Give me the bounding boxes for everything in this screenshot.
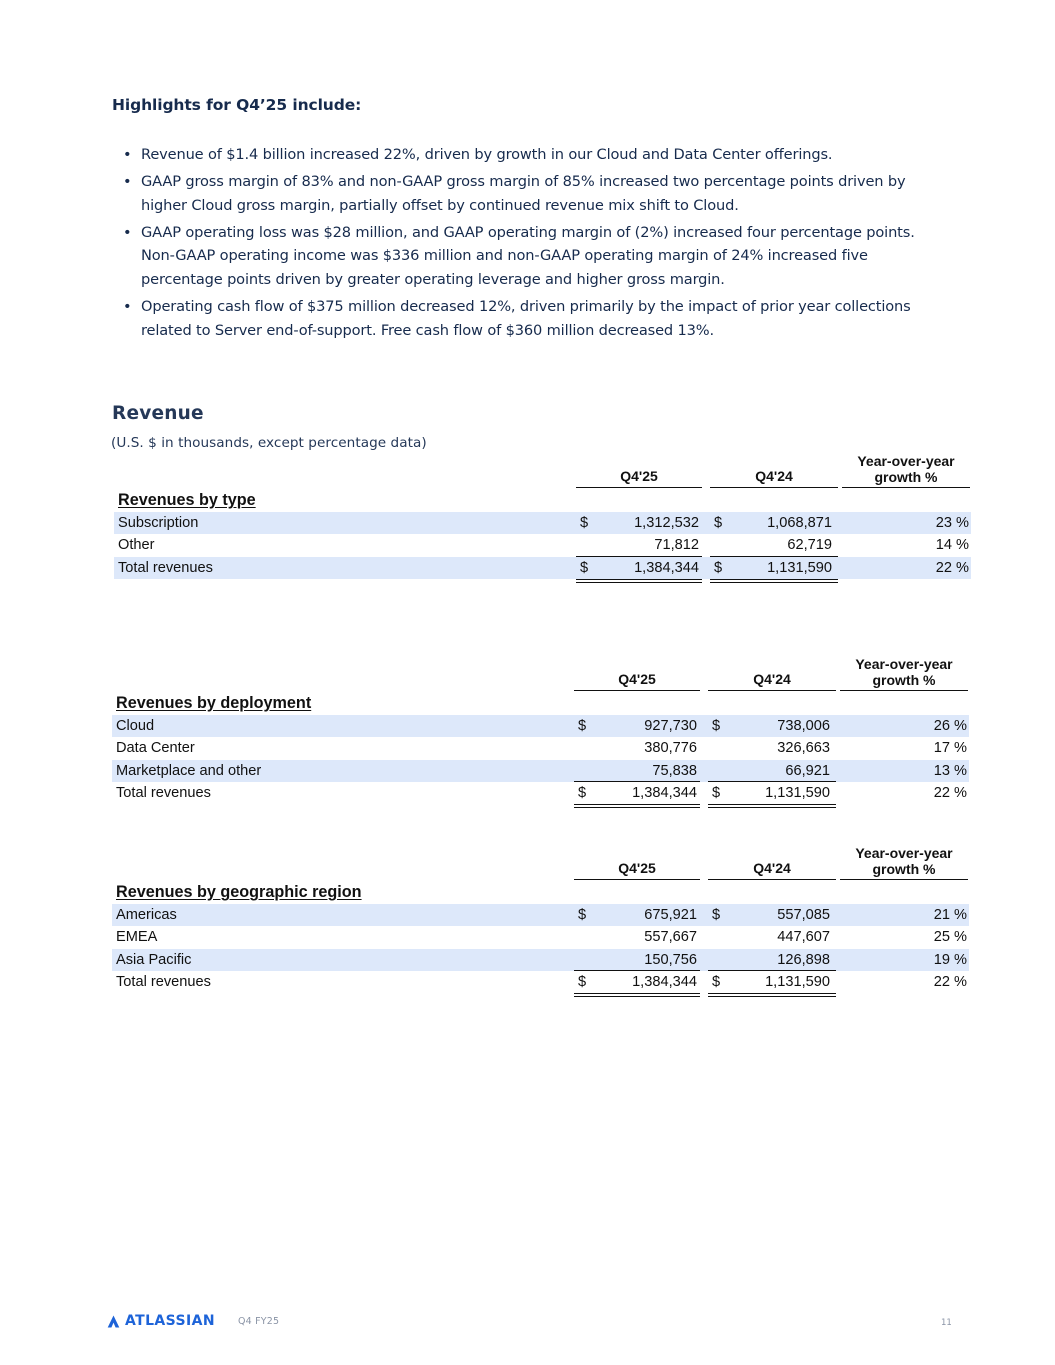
table-row [114,534,971,556]
value-q424: 62,719 [787,537,832,554]
value-q425: 1,384,344 [634,559,699,576]
column-header-q424: Q4'24 [708,656,836,691]
subtotal-rule [708,970,836,971]
value-yoy-growth: 25 % [933,929,967,946]
value-yoy-growth: 17 % [933,740,967,757]
subtotal-rule [710,556,838,557]
row-label: Total revenues [116,974,211,991]
subtotal-rule [576,556,702,557]
brand-name: ATLASSIAN [125,1313,215,1329]
table-row [112,904,969,926]
value-q425: 927,730 [644,718,697,734]
table-title: Revenues by type [118,491,256,509]
atlassian-logo [107,1313,215,1329]
value-q424: 738,006 [777,718,830,734]
value-yoy-growth: 22 % [935,559,969,576]
total-double-rule [576,579,702,583]
table-row [114,512,971,534]
row-label: Subscription [118,515,199,531]
table-row [112,926,969,948]
value-q424: 1,068,871 [767,515,832,531]
page-number: 11 [941,1318,952,1328]
value-yoy-growth: 26 % [933,718,967,734]
table-title: Revenues by geographic region [116,883,362,901]
value-q425: 75,838 [652,762,697,779]
column-header-q424: Q4'24 [708,845,836,880]
currency-symbol: $ [712,974,721,991]
currency-symbol: $ [712,907,721,923]
value-q425: 71,812 [654,537,699,554]
value-q425: 1,384,344 [632,785,697,802]
row-label: Total revenues [118,559,213,576]
value-q424: 126,898 [777,951,830,968]
value-yoy-growth: 21 % [933,907,967,923]
currency-symbol: $ [712,785,721,802]
table-title: Revenues by deployment [116,694,312,712]
currency-symbol: $ [712,718,721,734]
highlight-item: • Revenue of $1.4 billion increased 22%, driven by growth in our Cloud and Data Center offerings. [120,143,920,167]
row-label: EMEA [116,929,158,946]
value-q424: 447,607 [777,929,830,946]
table-row [112,737,969,759]
report-period: Q4 FY25 [238,1316,280,1327]
total-double-rule [574,804,700,808]
revenue-section-title: Revenue [112,403,204,424]
currency-symbol: $ [580,515,589,531]
currency-symbol: $ [714,515,723,531]
value-yoy-growth: 22 % [933,974,967,991]
value-q425: 1,384,344 [632,974,697,991]
table-row [112,760,969,782]
column-header-q425: Q4'25 [574,845,700,880]
highlights-title: Highlights for Q4’25 include: [112,96,362,114]
value-yoy-growth: 22 % [933,785,967,802]
row-label: Marketplace and other [116,762,262,779]
row-label: Data Center [116,740,195,757]
bullet-icon: • [123,223,132,241]
highlight-item: • Operating cash flow of $375 million decreased 12%, driven primarily by the impact of prior year collections related to Server end-of-support. Free cash flow of $360 million decreased 13%. [120,295,920,342]
column-header-q425: Q4'25 [576,453,702,488]
column-header-yoy-growth: Year-over-year growth % [842,453,970,488]
currency-symbol: $ [578,718,587,734]
currency-symbol: $ [580,559,589,576]
row-label: Cloud [116,718,155,734]
value-q424: 557,085 [777,907,830,923]
total-double-rule [574,993,700,997]
bullet-icon: • [123,173,132,191]
value-q425: 380,776 [644,740,697,757]
value-q425: 675,921 [644,907,697,923]
value-yoy-growth: 14 % [935,537,969,554]
highlights-list [120,143,920,346]
bullet-icon: • [123,146,132,163]
highlight-item: • GAAP gross margin of 83% and non-GAAP gross margin of 85% increased two percentage points driven by higher Cloud gross margin, partially offset by continued revenue mix shift to Cloud. [120,170,920,217]
value-q424: 1,131,590 [765,785,830,802]
currency-symbol: $ [714,559,723,576]
currency-symbol: $ [578,974,587,991]
column-header-q425: Q4'25 [574,656,700,691]
row-label: Other [118,537,155,554]
highlight-item: • GAAP operating loss was $28 million, and GAAP operating margin of (2%) increased four percentage points. Non-GAAP operating income was $336 million and non-GAAP operating margin of 24% increased five percentage points driven by greater operating leverage and higher gross margin. [120,221,920,292]
table-total-row [114,557,971,579]
bullet-icon: • [123,298,132,316]
subtotal-rule [574,781,700,782]
column-header-q424: Q4'24 [710,453,838,488]
table-total-row [112,782,969,804]
value-q425: 1,312,532 [634,515,699,531]
table-row [112,715,969,737]
table-total-row [112,971,969,993]
value-q424: 1,131,590 [767,559,832,576]
row-label: Americas [116,907,177,923]
subtotal-rule [708,781,836,782]
value-q424: 66,921 [785,762,830,779]
total-double-rule [708,804,836,808]
total-double-rule [710,579,838,583]
currency-symbol: $ [578,907,587,923]
table-row [112,949,969,971]
column-header-yoy-growth: Year-over-year growth % [840,845,968,880]
atlassian-logo-icon [107,1315,120,1328]
row-label: Total revenues [116,785,211,802]
value-yoy-growth: 23 % [935,515,969,531]
currency-symbol: $ [578,785,587,802]
value-q424: 1,131,590 [765,974,830,991]
value-yoy-growth: 19 % [933,951,967,968]
column-header-yoy-growth: Year-over-year growth % [840,656,968,691]
total-double-rule [708,993,836,997]
row-label: Asia Pacific [116,951,192,968]
revenue-section-subtitle: (U.S. $ in thousands, except percentage data) [111,435,427,451]
value-q425: 150,756 [644,951,697,968]
value-q424: 326,663 [777,740,830,757]
value-q425: 557,667 [644,929,697,946]
subtotal-rule [574,970,700,971]
value-yoy-growth: 13 % [933,762,967,779]
